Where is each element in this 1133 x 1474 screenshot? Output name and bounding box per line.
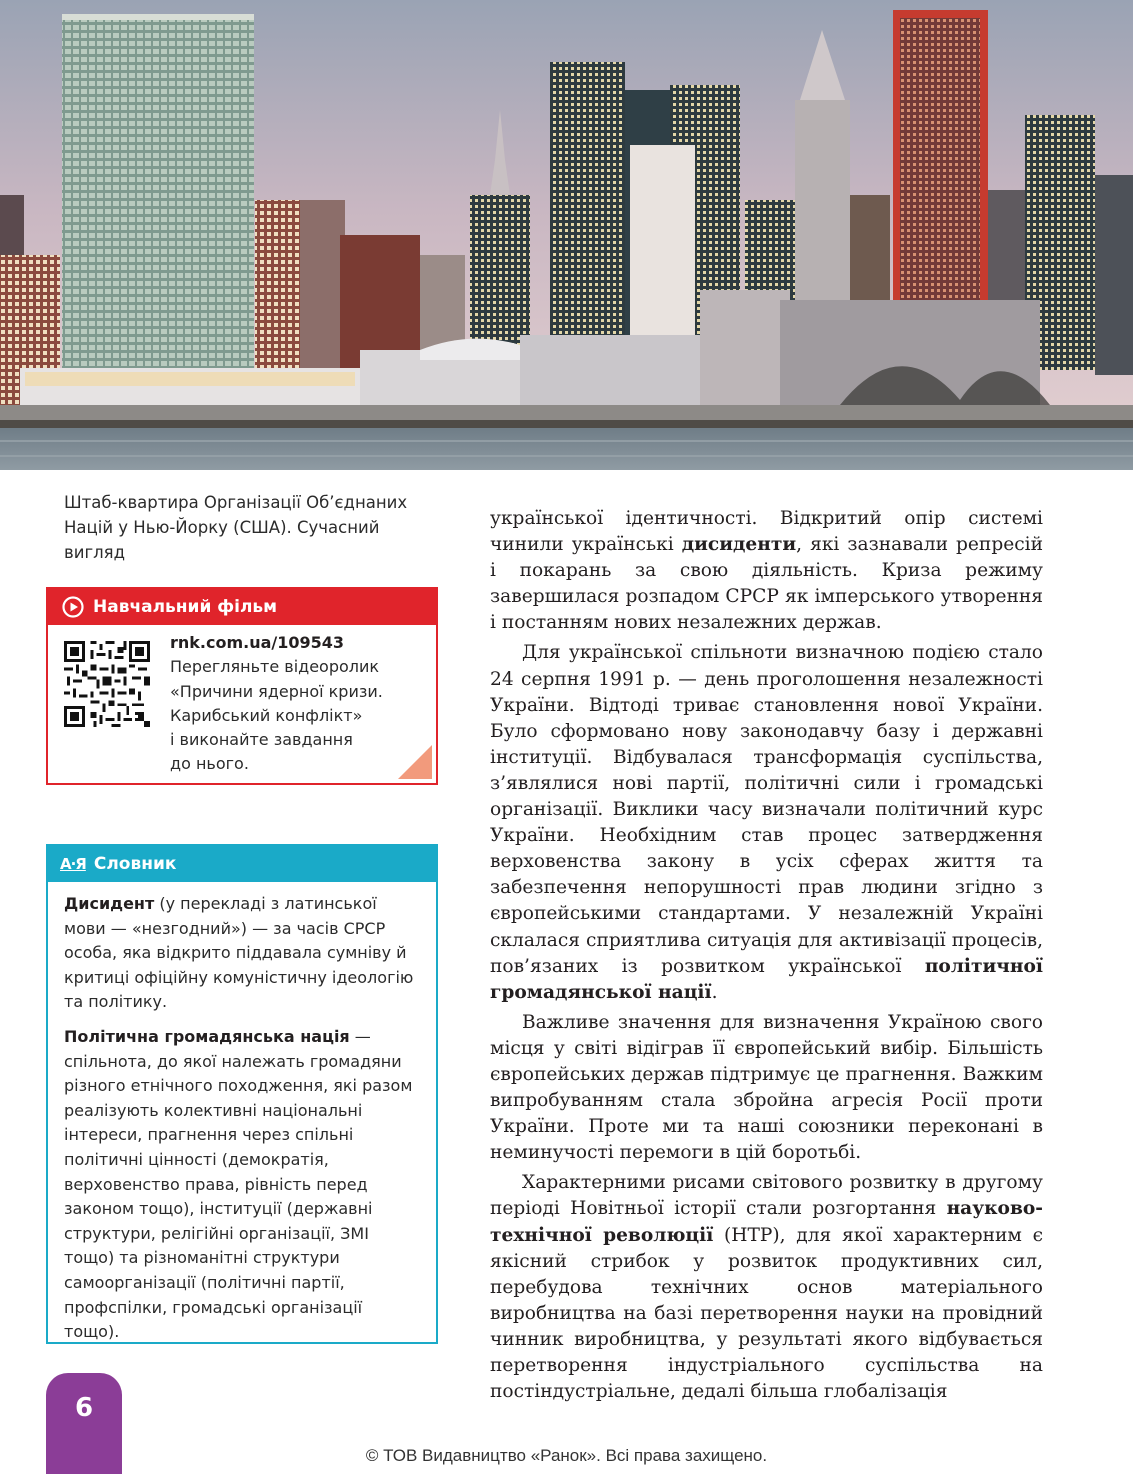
skyline-illustration xyxy=(0,0,1133,470)
bold-term-dissidents: дисиденти xyxy=(681,534,797,556)
copyright-footer: © ТОВ Видавництво «Ранок». Всі права захищено. xyxy=(365,1446,768,1465)
paragraph: Важливе значення для визначення Україною свого місця у світі відіграв її європейський вибір. Більшість європейських держав підтримує це прагнення. Важким випробуванням стала збройна агресія Росії проти України. Проте ми та наші союзники переконані в неминучості перемоги в цій боротьбі. xyxy=(490,1011,1043,1164)
educational-film-box xyxy=(46,587,438,785)
glossary-definition: (у перекладі з латинської мови — «незгодний») — за часів СРСР особа, яка відкрито піддавала сумніву й критиці офіційну комуністичну ідеологію та політику. xyxy=(64,894,414,1012)
glossary-entry xyxy=(64,1025,422,1345)
video-line: і виконайте завдання xyxy=(170,730,353,750)
paragraph xyxy=(490,640,1043,1005)
qr-code-icon[interactable] xyxy=(64,641,150,727)
video-line: Перегляньте відеоролик xyxy=(170,657,380,677)
glossary-title: Словник xyxy=(93,854,177,874)
video-line: Карибський конфлікт» xyxy=(170,705,363,725)
text-run: Характерними рисами світового розвитку в другому періоді Новітньої історії стали розгортання xyxy=(490,1172,1043,1220)
text-run: української ідентичності. Відкритий опір системі чинили українські xyxy=(490,508,1043,556)
dictionary-icon: А·Я xyxy=(60,855,86,873)
text-run: для якої характерним є якісний стрибок у розвиток продуктивних сил, перебудова технічних основ матеріального виробництва на базі перетворення науки на провідний чинник виробництва, у результаті якого відбувається перетворення індустріального суспільства на постіндустріальне, дедалі більша глобалізація xyxy=(490,1224,1043,1403)
glossary-definition: — спільнота, до якої належать громадяни різного етнічного походження, які разом реалізують колективні національні інтереси, прагнення через спільні політичні цінності (демократія, верховенство права, рівність перед законом тощо), інституції (державні структури, релігійні організації, ЗМІ тощо) та різноманітні структури самоорганізації (політичні партії, профспілки, громадські організації тощо). xyxy=(64,1026,413,1342)
text-run: . xyxy=(711,981,718,1003)
glossary-box xyxy=(46,844,438,1344)
glossary-term: Політична громадянська нація xyxy=(64,1026,350,1046)
glossary-body xyxy=(48,882,436,1345)
video-line: до нього. xyxy=(170,754,249,774)
glossary-entry xyxy=(64,892,422,1015)
educational-film-title: Навчальний фільм xyxy=(93,597,278,617)
text-run: Для української спільноти визначною подією стало 24 серпня 1991 р. — день проголошення незалежності України. Відтоді триває становлення нової України. Було сформовано нову законодавчу базу і державні інституції. Відбувалася трансформація суспільства, з’являлися нові партії, політичні сили і громадські організації. Виклики часу визначали політичний курс України. Необхідним став процес затвердження верховенства закону в усіх сферах життя та забезпечення непорушності прав людини згідно з європейськими стандартами. У незалежній Україні склалася сприятлива ситуація для активізації процесів, пов’язаних із розвитком української xyxy=(490,642,1043,977)
play-icon xyxy=(62,596,84,618)
text-run: , які зазнавали репресій і покарань за свою діяльність. Криза режиму завершилася розпадом СРСР як імперського утворення і постанням нових незалежних держав. xyxy=(490,534,1043,634)
bold-term-civic-nation: політичної громадянської нації xyxy=(490,955,1043,1003)
text-run: (НТР), xyxy=(713,1224,786,1246)
paragraph xyxy=(490,1170,1043,1405)
glossary-header xyxy=(48,846,436,882)
video-line: «Причини ядерної кризи. xyxy=(170,681,383,701)
video-link[interactable]: rnk.com.ua/109543 xyxy=(170,633,345,652)
photo-caption: Штаб-квартира Організації Об’єднаних Націй у Нью-Йорку (США). Сучасний вигляд xyxy=(64,493,408,562)
page-corner-icon xyxy=(398,745,432,779)
un-headquarters-photo xyxy=(0,0,1133,470)
bold-term-str: науково-технічної революції xyxy=(490,1198,1043,1246)
glossary-term: Дисидент xyxy=(64,894,155,913)
educational-film-text xyxy=(170,631,430,777)
main-text xyxy=(490,506,1043,1405)
paragraph xyxy=(490,506,1043,636)
page-number: 6 xyxy=(46,1373,122,1474)
educational-film-header xyxy=(48,589,436,625)
